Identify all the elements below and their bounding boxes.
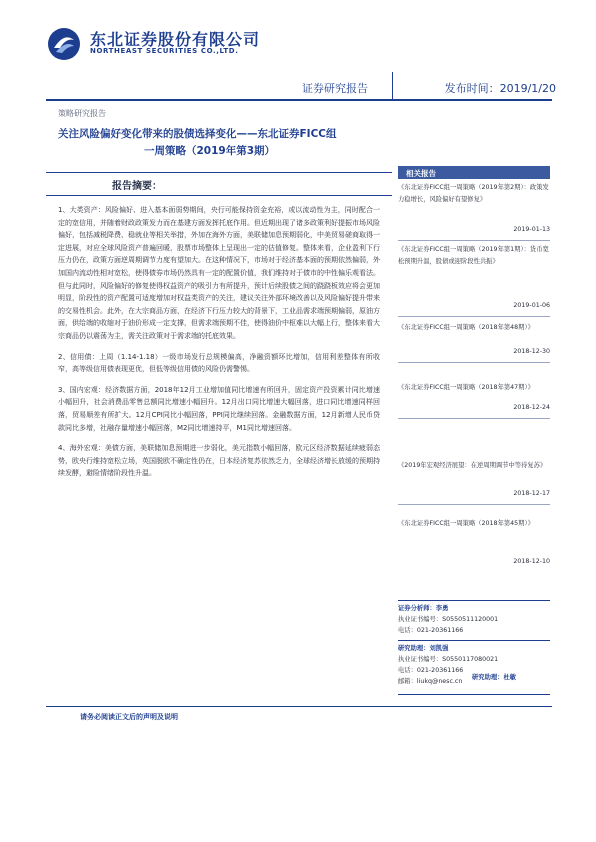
company-name-cn: 东北证券股份有限公司 [90, 30, 261, 49]
report-title [58, 126, 388, 160]
abstract-header-box [46, 172, 392, 196]
analyst-block [398, 603, 550, 636]
related-reports-label: 相关报告 [406, 169, 436, 178]
analyst-info: 执业证书编号：S0550117080021 [398, 656, 499, 663]
footer-disclaimer[interactable]: 请务必阅读正文后的声明及说明 [80, 713, 178, 721]
related-reports-header [398, 166, 550, 179]
analyst-info: 执业证书编号：S0550511120001 [398, 616, 499, 623]
related-report-title[interactable]: 《东北证券FICC组一周策略（2019年第2期）：政策发力稳增长，风险偏好有望修复》 [398, 184, 549, 203]
analyst-title: 证券分析师：李勇 [398, 605, 449, 612]
related-report-date: 2018-12-17 [513, 490, 550, 497]
related-report-title[interactable]: 《2019年宏观经济展望：在逆周期调节中等待复苏》 [398, 462, 547, 469]
related-report-title[interactable]: 《东北证券FICC组一周策略（2018年第47期）》 [398, 384, 534, 391]
related-report-date: 2019-01-13 [513, 226, 550, 233]
analyst-title: 研究助理：杜敏 [472, 674, 517, 681]
report-title-line1: 关注风险偏好变化带来的股债选择变化——东北证券FICC组 [58, 128, 337, 140]
footer-rule [46, 706, 552, 707]
publish-date: 发布时间：2019/1/20 [444, 82, 556, 95]
header-rule [46, 99, 552, 101]
related-divider [398, 418, 550, 419]
analyst-info: 电话：021-20361166 [398, 667, 464, 674]
abstract-paragraph: 4、海外宏观：美债方面，美联储加息预期进一步弱化，美元指数小幅回落，欧元区经济数据延续疲弱态势，欧央行维持宽松立场，英国脱欧不确定性仍在，日本经济复苏依然乏力，全球经济增长放缓的预期持续发酵，避险情绪阶段性升温。 [58, 444, 380, 478]
related-divider [398, 362, 550, 363]
analyst-divider [398, 694, 550, 695]
related-report-date: 2018-12-24 [513, 404, 550, 411]
related-report-date: 2019-01-06 [513, 302, 550, 309]
header-separator [392, 72, 393, 99]
abstract-paragraph: 3、国内宏观：经济数据方面，2018年12月工业增加值同比增速有所回升，固定资产投资累计同比增速小幅回升，社会消费品零售总额同比增速小幅回升。12月出口同比增速大幅回落，进口同比增速同样回落，贸易顺差有所扩大。12月CPI同比小幅回落，PPI同比继续回落。金融数据方面，12月新增人民币贷款同比多增，社融存量增速小幅回落，M2同比增速持平，M1同比增速回落。 [58, 385, 380, 432]
related-report-title[interactable]: 《东北证券FICC组一周策略（2018年第45期）》 [398, 520, 534, 527]
report-type: 证券研究报告 [302, 82, 368, 95]
company-name-en: NORTHEAST SECURITIES CO.,LTD. [90, 47, 239, 55]
related-divider [398, 316, 550, 317]
analyst-divider [398, 640, 550, 641]
abstract-label: 报告摘要： [112, 181, 162, 192]
abstract-paragraph: 2、信用债：上周（1.14-1.18）一级市场发行总规模偏高，净融资额环比增加，信用利差整体有所收窄，高等级信用债表现更优，但低等级信用债的风险仍需警惕。 [58, 352, 380, 374]
analyst-block [472, 672, 550, 683]
company-logo-icon [46, 26, 82, 62]
related-report-date: 2018-12-30 [513, 348, 550, 355]
abstract-paragraph: 1、大类资产：风险偏好、进入基本面弱势期间，央行可能保持资金充裕，或以流动性为主，同时配合一定的宽信用，并随着财政政策发力而在基建方面发挥托底作用。但近期出现了诸多政策利好提振市场风险偏好，包括减税降费、稳就业等相关举措，外加在海外方面，美联储加息预期弱化，中美贸易磋商取得一定进展，对应全球风险资产普遍回暖，股票市场整体上呈现出一定的估值修复。整体来看，企业盈利下行压力仍在，政策方面逆周期调节力度有望加大。在这种情况下，市场对于经济基本面的预期依然偏弱，外加国内流动性相对宽松，使得债券市场仍然具有一定的配置价值，我们维持对于债市的中性偏乐观看法。但与此同时，风险偏好的修复使得权益资产的吸引力有所提升，预计后续股债之间的跷跷板效应将会更加明显，阶段性的资产配置可适度增加对权益类资产的关注，建议关注外部环境改善以及风险偏好提升带来的交易性机会。此外，在大宗商品方面，在经济下行压力较大的背景下，工业品需求端预期偏弱，原油方面，供给端的收缩对于油价形成一定支撑，但需求端预期不佳，使得油价中枢难以大幅上行，整体来看大宗商品仍以震荡为主，需关注政策对于需求端的托底效果。 [58, 206, 380, 340]
related-report-title[interactable]: 《东北证券FICC组一周策略（2018年第48期）》 [398, 324, 534, 331]
report-title-line2: 一周策略（2019年第3期） [144, 145, 276, 157]
analyst-divider [398, 600, 550, 601]
abstract-body [58, 204, 380, 488]
analyst-info: 电话：021-20361166 [398, 627, 464, 634]
analyst-title: 研究助理：刘凯强 [398, 645, 449, 652]
related-divider [398, 504, 550, 505]
related-report-date: 2018-12-10 [513, 558, 550, 565]
related-report-title[interactable]: 《东北证券FICC组一周策略（2019年第1期）：货币宽松预期升温，股债或迎阶段性共振》 [398, 246, 549, 265]
analyst-email-link[interactable]: 邮箱：liukq@nesc.cn [398, 678, 463, 685]
related-divider [398, 240, 550, 241]
report-category: 策略研究报告 [58, 109, 106, 118]
